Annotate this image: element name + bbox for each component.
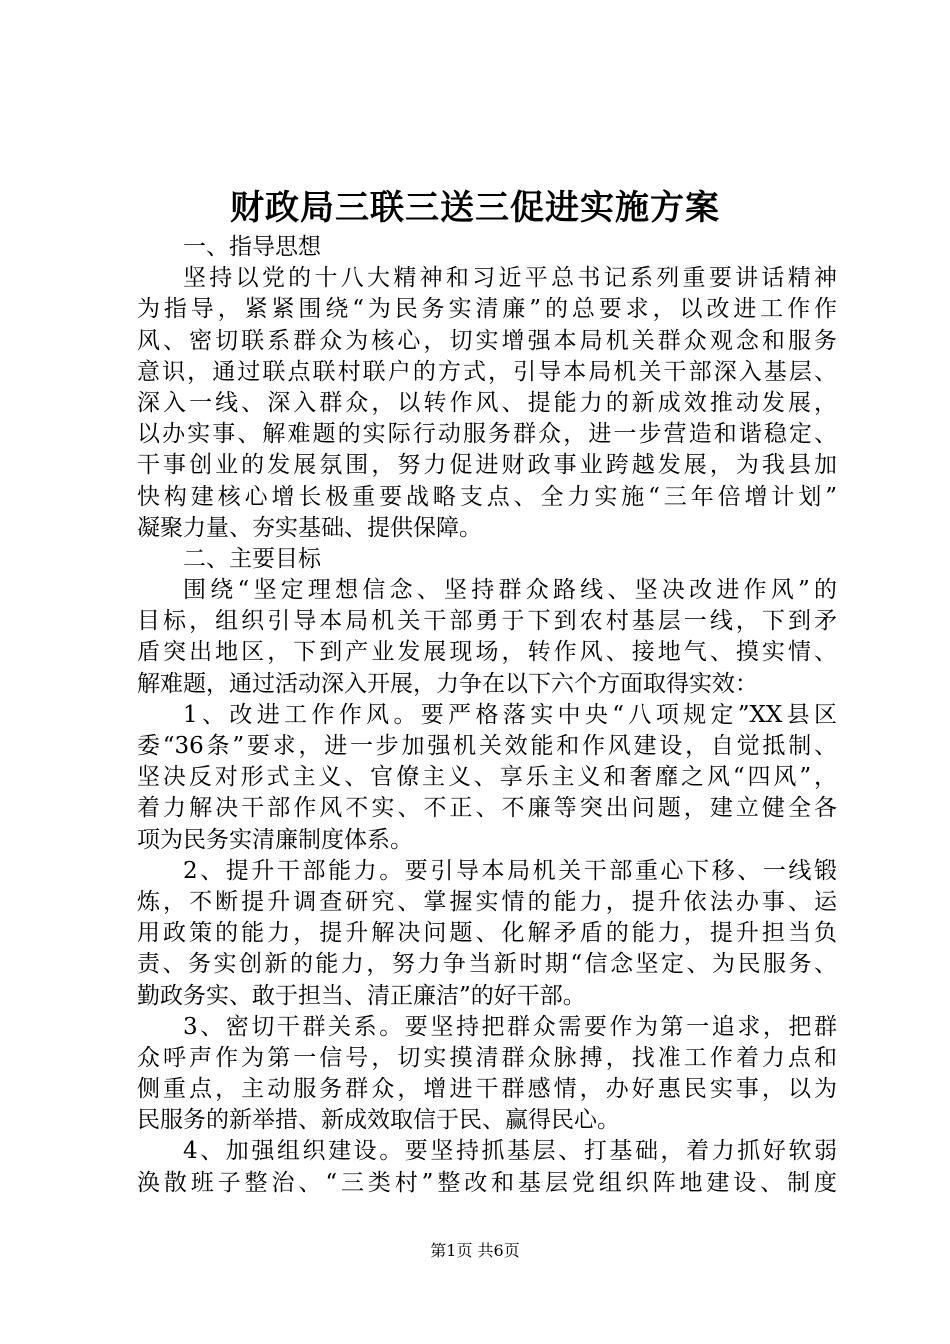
body-line: 着力解决干部作风不实、不正、不廉等突出问题，建立健全各 xyxy=(137,795,837,822)
page-footer: 第1页 共6页 xyxy=(430,1241,520,1260)
body-line: 涣散班子整治、“三类村”整改和基层党组织阵地建设、制度 xyxy=(137,1169,837,1196)
body-line: 炼，不断提升调查研究、掌握实情的能力，提升依法办事、运 xyxy=(137,888,837,915)
document-body xyxy=(137,232,837,1199)
body-line: 风、密切联系群众为核心，切实增强本局机关群众观念和服务 xyxy=(137,327,837,354)
body-line: 3、密切干群关系。要坚持把群众需要作为第一追求，把群 xyxy=(183,1013,837,1040)
body-line: 坚持以党的十八大精神和习近平总书记系列重要讲话精神 xyxy=(183,265,837,292)
body-line: 目标，组织引导本局机关干部勇于下到农村基层一线，下到矛 xyxy=(137,608,837,635)
body-line: 民服务的新举措、新成效取信于民、赢得民心。 xyxy=(137,1107,620,1134)
body-line: 委“36条”要求，进一步加强机关效能和作风建设，自觉抵制、 xyxy=(137,733,837,759)
body-line: 围绕“坚定理想信念、坚持群众路线、坚决改进作风”的 xyxy=(183,577,837,604)
body-line: 4、加强组织建设。要坚持抓基层、打基础，着力抓好软弱 xyxy=(183,1138,837,1165)
body-line: 盾突出地区，下到产业发展现场，转作风、接地气、摸实情、 xyxy=(137,639,837,666)
body-line: 凝聚力量、夯实基础、提供保障。 xyxy=(137,514,482,541)
body-line: 2、提升干部能力。要引导本局机关干部重心下移、一线锻 xyxy=(183,857,837,884)
body-line: 二、主要目标 xyxy=(183,545,321,572)
body-line: 项为民务实清廉制度体系。 xyxy=(137,826,413,853)
body-line: 以办实事、解难题的实际行动服务群众，进一步营造和谐稳定、 xyxy=(137,421,837,448)
body-line: 解难题，通过活动深入开展，力争在以下六个方面取得实效： xyxy=(137,670,758,697)
body-line: 干事创业的发展氛围，努力促进财政事业跨越发展，为我县加 xyxy=(137,452,837,479)
body-line: 用政策的能力，提升解决问题、化解矛盾的能力，提升担当负 xyxy=(137,920,837,947)
body-line: 责、务实创新的能力，努力争当新时期“信念坚定、为民服务、 xyxy=(137,951,837,978)
body-line: 一、指导思想 xyxy=(183,234,321,260)
body-line: 深入一线、深入群众，以转作风、提能力的新成效推动发展， xyxy=(137,389,837,416)
body-line: 坚决反对形式主义、官僚主义、享乐主义和奢靡之风“四风”， xyxy=(137,764,837,791)
body-line: 1、改进工作作风。要严格落实中央“八项规定”XX县区 xyxy=(183,701,837,728)
body-line: 快构建核心增长极重要战略支点、全力实施“三年倍增计划” xyxy=(137,483,837,510)
body-line: 众呼声作为第一信号，切实摸清群众脉搏，找准工作着力点和 xyxy=(137,1044,837,1071)
body-line: 侧重点，主动服务群众，增进干群感情，办好惠民实事，以为 xyxy=(137,1076,837,1103)
body-line: 为指导，紧紧围绕“为民务实清廉”的总要求，以改进工作作 xyxy=(137,296,837,323)
body-line: 勤政务实、敢于担当、清正廉洁”的好干部。 xyxy=(137,982,586,1009)
body-line: 意识，通过联点联村联户的方式，引导本局机关干部深入基层、 xyxy=(137,358,837,385)
document-title: 财政局三联三送三促进实施方案 xyxy=(230,188,720,228)
